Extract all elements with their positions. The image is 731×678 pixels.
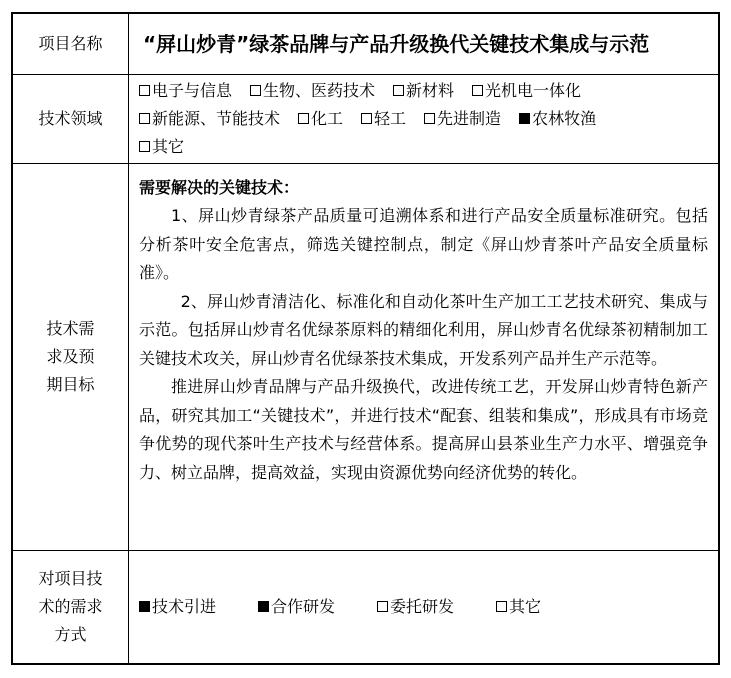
checkbox-checked-icon[interactable] — [258, 601, 269, 612]
label-demand-line: 方式 — [54, 625, 87, 644]
field-options-line-2 — [139, 105, 708, 133]
checkbox-icon[interactable] — [472, 85, 483, 96]
label-project-name — [13, 14, 129, 74]
field-options-line-3 — [139, 133, 708, 161]
requirements-heading: 需要解决的关键技术： — [139, 178, 300, 197]
demand-option-tech-import[interactable]: 技术引进 — [139, 593, 216, 621]
checkbox-icon[interactable] — [139, 113, 150, 124]
demand-option-joint-rd[interactable]: 合作研发 — [258, 593, 335, 621]
requirements-paragraph-2: 2、屏山炒青清洁化、标准化和自动化茶叶生产加工工艺技术研究、集成与示范。包括屏山炒青名优绿茶原料的精细化利用，屏山炒青名优绿茶初精制加工关键技术攻关，屏山炒青名优绿茶技术集成，开发系列产品并生产示范等。 — [139, 291, 708, 368]
label-project-name-text: 项目名称 — [38, 34, 103, 53]
requirements-paragraph-1: 1、屏山炒青绿茶产品质量可追溯体系和进行产品安全质量标准研究。包括分析茶叶安全危害点，筛选关键控制点，制定《屏山炒青茶叶产品安全质量标准》。 — [139, 206, 708, 282]
label-demand-line: 术的需求 — [38, 597, 103, 616]
label-demand-line: 对项目技 — [38, 569, 103, 588]
cell-project-name — [129, 14, 718, 74]
checkbox-icon[interactable] — [377, 601, 388, 612]
field-option-other[interactable]: 其它 — [139, 133, 184, 161]
checkbox-icon[interactable] — [361, 113, 372, 124]
row-demand-method — [13, 551, 718, 663]
demand-option-commissioned-rd[interactable]: 委托研发 — [377, 593, 454, 621]
field-option-advanced-manufacturing[interactable]: 先进制造 — [424, 105, 501, 133]
field-option-electronics[interactable]: 电子与信息 — [139, 77, 232, 105]
checkbox-checked-icon[interactable] — [519, 113, 530, 124]
checkbox-icon[interactable] — [139, 141, 150, 152]
row-requirements — [13, 164, 718, 551]
checkbox-icon[interactable] — [139, 85, 150, 96]
label-demand-method — [13, 551, 129, 663]
cell-tech-field — [129, 75, 718, 163]
checkbox-icon[interactable] — [424, 113, 435, 124]
label-requirements-line: 期目标 — [46, 375, 95, 394]
label-requirements-line: 技术需 — [46, 319, 95, 338]
demand-option-other[interactable]: 其它 — [496, 593, 541, 621]
label-requirements — [13, 164, 129, 550]
demand-options — [139, 593, 559, 621]
label-requirements-line: 求及预 — [46, 347, 95, 366]
field-option-light-industry[interactable]: 轻工 — [361, 105, 406, 133]
field-option-optomechatronics[interactable]: 光机电一体化 — [472, 77, 581, 105]
field-option-chemical[interactable]: 化工 — [298, 105, 343, 133]
project-title: “屏山炒青”绿茶品牌与产品升级换代关键技术集成与示范 — [143, 32, 650, 56]
label-tech-field-text: 技术领域 — [38, 109, 103, 128]
project-form-table — [11, 12, 720, 665]
row-tech-field — [13, 75, 718, 164]
checkbox-icon[interactable] — [250, 85, 261, 96]
row-project-name — [13, 14, 718, 75]
field-options-line-1 — [139, 77, 708, 105]
requirements-paragraph-3: 推进屏山炒青品牌与产品升级换代，改进传统工艺，开发屏山炒青特色新产品，研究其加工“关键技术”，并进行技术“配套、组装和集成”，形成具有市场竞争优势的现代茶叶生产技术与经营体系。提高屏山县茶业生产力水平、增强竞争力、树立品牌，提高效益，实现由资源优势向经济优势的转化。 — [139, 377, 708, 482]
checkbox-icon[interactable] — [298, 113, 309, 124]
checkbox-checked-icon[interactable] — [139, 601, 150, 612]
label-tech-field — [13, 75, 129, 163]
field-option-new-materials[interactable]: 新材料 — [393, 77, 454, 105]
field-option-new-energy[interactable]: 新能源、节能技术 — [139, 105, 280, 133]
field-option-agriculture[interactable]: 农林牧渔 — [519, 105, 596, 133]
checkbox-icon[interactable] — [393, 85, 404, 96]
cell-requirements — [129, 164, 718, 550]
checkbox-icon[interactable] — [496, 601, 507, 612]
cell-demand-method — [129, 551, 718, 663]
field-option-biomedical[interactable]: 生物、医药技术 — [250, 77, 375, 105]
